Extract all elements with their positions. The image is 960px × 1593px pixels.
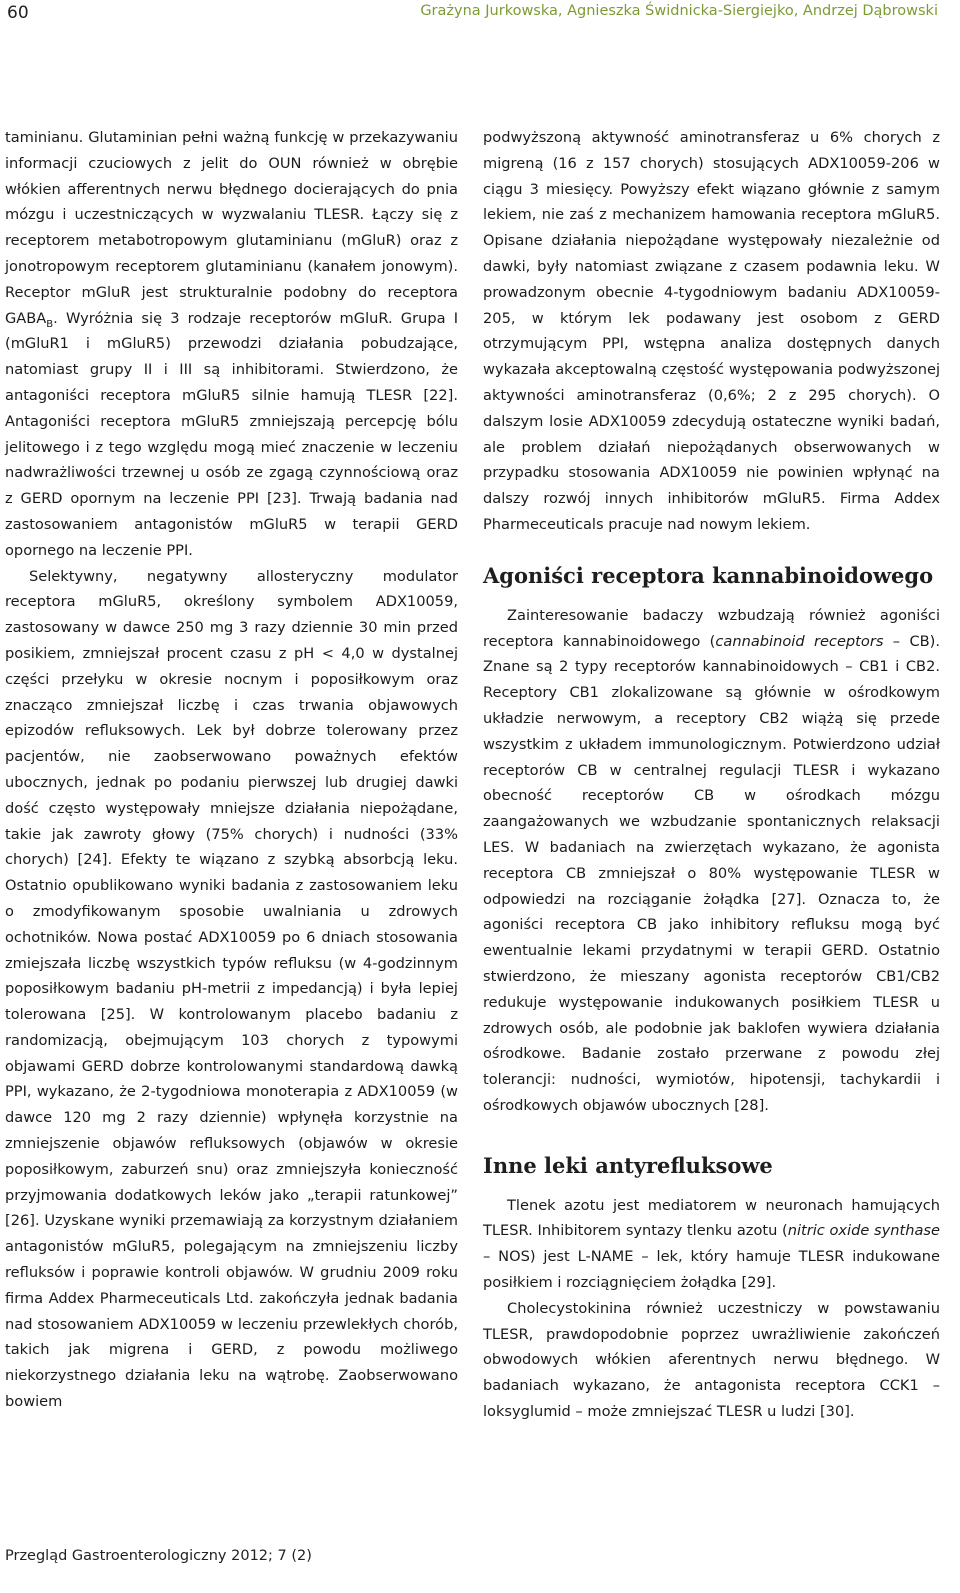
paragraph-text: . Wyróżnia się 3 rodzaje receptorów mGluR. Grupa I (mGluR1 i mGluR5) przewodzi działania pobudzające, natomiast grupy II i III są inhibitorami. Stwierdzono, że antagoniści receptora mGluR5 silnie hamują TLESR [22]. Antagoniści receptora mGluR5 zmniejszają percepcję bólu jelitowego i z tego względu mogą mieć znaczenie w leczeniu nadwrażliwości trzewnej u osób ze zgagą czynnościową oraz z GERD opornym na leczenie PPI [23]. Trwają badania nad zastosowaniem antagonistów mGluR5 w terapii GERD opornego na leczenie PPI. [5,309,458,559]
page-number: 60 [7,3,29,23]
italic-term: cannabinoid receptors [715,632,884,650]
paragraph [483,603,940,1119]
italic-term: nitric oxide synthase [787,1222,940,1240]
running-head-authors: Grażyna Jurkowska, Agnieszka Świdnicka-Siergiejko, Andrzej Dąbrowski [420,3,938,19]
left-column [5,125,458,1415]
journal-footer: Przegląd Gastroenterologiczny 2012; 7 (2) [5,1548,312,1564]
paragraph [5,125,458,564]
paragraph-text: Zainteresowanie badaczy wzbudzają również agoniści receptora kannabinoidowego ( [483,606,940,650]
paragraph: Cholecystokinina również uczestniczy w powstawaniu TLESR, prawdopodobnie poprzez uwrażliwienie zakończeń obwodowych włókien aferentnych nerwu błędnego. W badaniach wykazano, że antagonista receptora CCK1 – loksyglumid – może zmniejszać TLESR u ludzi [30]. [483,1299,940,1421]
subscript: B [46,318,54,330]
paragraph-text: Tlenek azotu jest mediatorem w neuronach hamujących TLESR. Inhibitorem syntazy tlenku azotu ( [483,1196,940,1240]
paragraph-text: taminianu. Glutaminian pełni ważną funkcję w przekazywaniu informacji czuciowych z jelit do OUN również w obrębie włókien afferentnych nerwu błędnego docierających do pnia mózgu i uczestniczących w wyzwalaniu TLESR. Łączy się z receptorem metabotropowym glutaminianu (mGluR) oraz z jonotropowym receptorem glutaminianu (kanałem jonowym). Receptor mGluR jest strukturalnie podobny do receptora GABA [5,129,458,327]
paragraph-text: – CB). Znane są 2 typy receptorów kannabinoidowych – CB1 i CB2. Receptory CB1 zlokalizowane są głównie w ośrodkowym układzie nerwowym, a receptory CB2 wiążą się przede wszystkim z układem immunologicznym. Potwierdzono udział receptorów CB w centralnej regulacji TLESR i wykazano obecność receptorów CB w ośrodkach mózgu zaangażowanych we wzbudzanie spontanicznych relaksacji LES. W badaniach na zwierzętach wykazano, że agonista receptora CB zmniejszał o 80% występowanie TLESR w odpowiedzi na rozciąganie żołądka [27]. Oznacza to, że agoniści receptora CB jako inhibitory refluksu mogą być ewentualnie lekami przydatnymi w terapii GERD. Ostatnio stwierdzono, że mieszany agonista receptorów CB1/CB2 redukuje występowanie indukowanych posiłkiem TLESR u zdrowych osób, ale podobnie jak baklofen wywiera działania ośrodkowe. Badanie zostało przerwane z powodu złej tolerancji: nudności, wymiotów, hipotensji, tachykardii i ośrodkowych objawów ubocznych [28]. [483,632,940,1114]
right-column [483,125,940,1425]
paragraph [483,1193,940,1296]
section-heading: Inne leki antyrefluksowe [483,1152,773,1178]
section-heading: Agoniści receptora kannabinoidowego [483,562,934,588]
paragraph: podwyższoną aktywność aminotransferaz u 6% chorych z migreną (16 z 157 chorych) stosujących ADX10059-206 w ciągu 3 miesięcy. Powyższy efekt wiązano głównie z samym lekiem, nie zaś z mechanizem hamowania receptora mGluR5. Opisane działania niepożądane występowały niezależnie od dawki, były natomiast związane z czasem podawnia leku. W prowadzonym obecnie 4-tygodniowym badaniu ADX10059-205, w którym lek podawany jest osobom z GERD otrzymującym PPI, wstępna analiza dostępnych danych wykazała akceptowalną częstość występowania podwyższonej aktywności aminotransferaz (0,6%; 2 z 295 chorych). O dalszym losie ADX10059 zdecydują ostateczne wyniki badań, ale problem działań niepożądanych obserwowanych w przypadku stosowania ADX10059 nie powinien wpłynąć na dalszy rozwój innych inhibitorów mGluR5. Firma Addex Pharmeceuticals pracuje nad nowym lekiem. [483,129,940,533]
paragraph-text: – NOS) jest L-NAME – lek, który hamuje TLESR indukowane posiłkiem i rozciągnięciem żołądka [29]. [483,1248,940,1292]
paragraph: Selektywny, negatywny allosteryczny modulator receptora mGluR5, określony symbolem ADX10059, zastosowany w dawce 250 mg 3 razy dziennie 30 min przed posikiem, zmniejszał procent czasu z pH < 4,0 w dystalnej części przełyku w okresie nocnym i poposiłkowym oraz znacząco zmniejszał liczbę i czas trwania objawowych epizodów refluksowych. Lek był dobrze tolerowany przez pacjentów, nie zaobserwowano poważnych efektów ubocznych, jednak po podaniu pierwszej lub drugiej dawki dość często występowały mniejsze działania niepożądane, takie jak zawroty głowy (75% chorych) i nudności (33% chorych) [24]. Efekty te wiązano z szybką absorbcją leku. Ostatnio opublikowano wyniki badania z zastosowaniem leku o zmodyfikowanym sposobie uwalniania u zdrowych ochotników. Nowa postać ADX10059 po 6 dniach stosowania zmiejszała liczbę wszystkich typów refluksu (w 4-godzinnym poposiłkowym badaniu pH-metrii z impedancją) i była lepiej tolerowana [25]. W kontrolowanym placebo badaniu z randomizacją, obejmującym 103 chorych z typowymi objawami GERD dobrze kontrolowanymi standardową dawką PPI, wykazano, że 2-tygodniowa monoterapia z ADX10059 (w dawce 120 mg 2 razy dziennie) wpłynęła korzystnie na zmniejszenie objawów refluksowych (objawów w okresie poposiłkowym, zaburzeń snu) oraz zmniejszyła konieczność przyjmowania dodatkowych leków jako „terapii ratunkowej” [26]. Uzyskane wyniki przemawiają za korzystnym działaniem antagonistów mGluR5, polegającym na zmniejszeniu liczby refluksów i poprawie kontroli objawów. W grudniu 2009 roku firma Addex Pharmeceuticals Ltd. zakończyła jednak badania nad stosowaniem ADX10059 w leczeniu przewlekłych chorób, takich jak migrena i GERD, z powodu możliwego niekorzystnego działania leku na wątrobę. Zaobserwowano bowiem [5,567,458,1411]
